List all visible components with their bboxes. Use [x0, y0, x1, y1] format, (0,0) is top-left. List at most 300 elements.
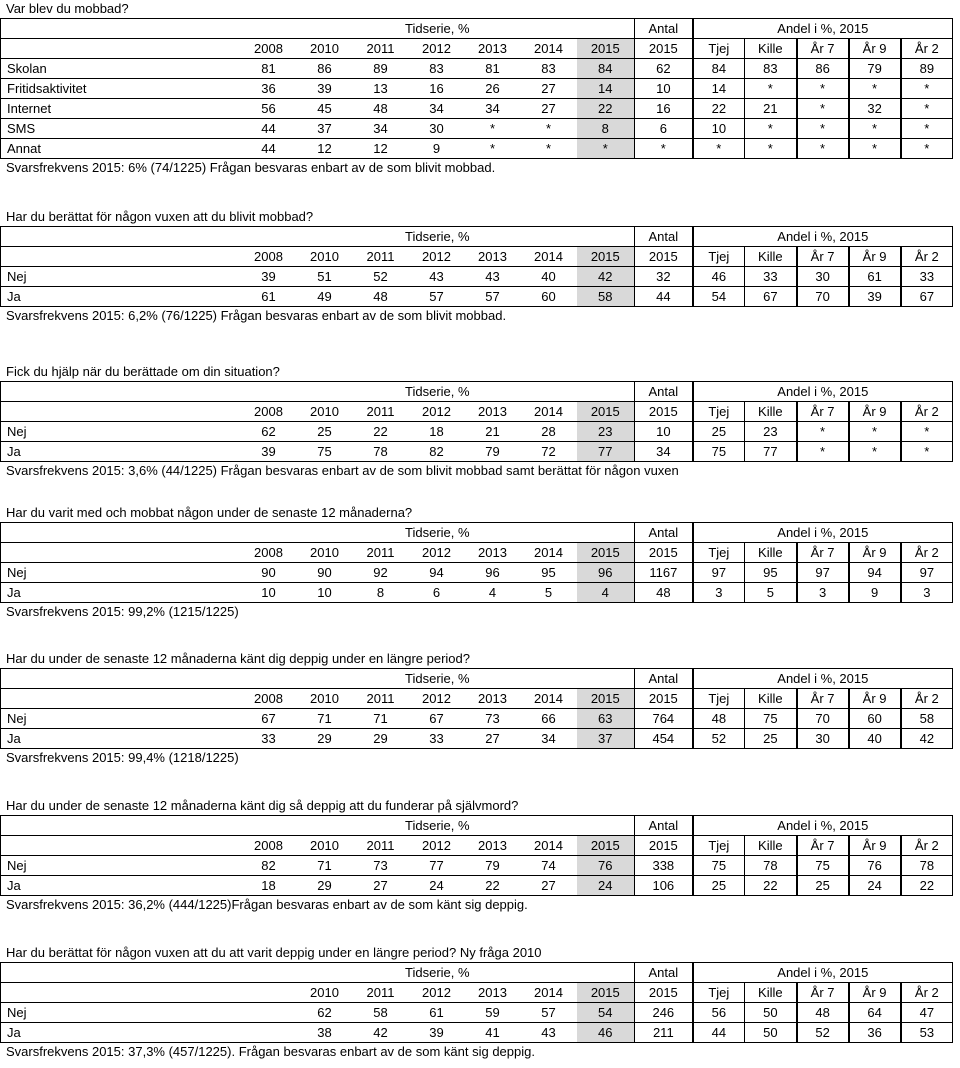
table-cell: 76 — [577, 856, 635, 876]
data-table — [0, 18, 953, 159]
table-cell: 23 — [577, 422, 635, 442]
sub-header: Kille — [745, 836, 797, 856]
table-cell: 23 — [745, 422, 797, 442]
year-header: 2012 — [409, 402, 465, 422]
table-cell: * — [901, 422, 953, 442]
table-cell: 32 — [849, 99, 901, 119]
table-cell: 79 — [465, 442, 521, 462]
header-year-row — [1, 689, 953, 709]
table-row — [1, 563, 953, 583]
header-andel: Andel i %, 2015 — [693, 523, 953, 543]
year-header: 2010 — [297, 543, 353, 563]
table-cell: * — [521, 139, 577, 159]
table-cell: 27 — [353, 876, 409, 896]
table-cell: 32 — [635, 267, 693, 287]
table-cell: * — [797, 79, 849, 99]
row-label: Ja — [1, 1023, 241, 1043]
table-cell: 48 — [353, 287, 409, 307]
sub-header: År 2 — [901, 543, 953, 563]
table-cell: 78 — [745, 856, 797, 876]
header-group-row — [1, 816, 953, 836]
header-andel: Andel i %, 2015 — [693, 382, 953, 402]
table-cell: 10 — [241, 583, 297, 603]
sub-header: Tjej — [693, 39, 745, 59]
table-cell: 56 — [241, 99, 297, 119]
table-cell: * — [901, 442, 953, 462]
table-cell: 52 — [693, 729, 745, 749]
sub-header: År 2 — [901, 689, 953, 709]
table-cell: 82 — [241, 856, 297, 876]
sub-header: År 7 — [797, 543, 849, 563]
table-cell: 44 — [693, 1023, 745, 1043]
table-cell: 22 — [465, 876, 521, 896]
table-cell: 39 — [241, 267, 297, 287]
table-cell: 25 — [797, 876, 849, 896]
table-cell: 33 — [409, 729, 465, 749]
header-antal: Antal — [635, 19, 693, 39]
year-header: 2014 — [521, 39, 577, 59]
sub-header: Tjej — [693, 983, 745, 1003]
table-cell: 9 — [849, 583, 901, 603]
sub-header: Kille — [745, 689, 797, 709]
table-cell: 24 — [409, 876, 465, 896]
header-group-row — [1, 227, 953, 247]
table-cell: 14 — [693, 79, 745, 99]
table-row — [1, 59, 953, 79]
table-cell: * — [693, 139, 745, 159]
header-tidserie: Tidserie, % — [241, 669, 635, 689]
year-header: 2012 — [409, 39, 465, 59]
table-cell: * — [577, 139, 635, 159]
sub-header: År 2 — [901, 247, 953, 267]
table-row — [1, 1003, 953, 1023]
table-cell: 62 — [635, 59, 693, 79]
table-cell: 34 — [521, 729, 577, 749]
table-cell: 94 — [849, 563, 901, 583]
year-header: 2014 — [521, 983, 577, 1003]
table-cell: * — [901, 79, 953, 99]
table-cell: 84 — [693, 59, 745, 79]
header-group-row — [1, 523, 953, 543]
table-section — [0, 944, 960, 1061]
table-cell: 16 — [409, 79, 465, 99]
row-label: Skolan — [1, 59, 241, 79]
table-cell: 89 — [353, 59, 409, 79]
table-cell: 3 — [797, 583, 849, 603]
year-header: 2015 — [577, 983, 635, 1003]
header-antal: Antal — [635, 227, 693, 247]
table-cell: 26 — [465, 79, 521, 99]
table-cell: 59 — [465, 1003, 521, 1023]
table-cell: 48 — [353, 99, 409, 119]
table-cell: 5 — [521, 583, 577, 603]
table-cell: 43 — [521, 1023, 577, 1043]
header-antal: Antal — [635, 382, 693, 402]
table-cell: 22 — [577, 99, 635, 119]
table-row — [1, 422, 953, 442]
table-cell: 70 — [797, 287, 849, 307]
response-rate-note: Svarsfrekvens 2015: 6,2% (76/1225) Frågan besvaras enbart av de som blivit mobbad. — [6, 308, 507, 323]
table-cell: 33 — [901, 267, 953, 287]
year-header: 2014 — [521, 402, 577, 422]
response-rate-note: Svarsfrekvens 2015: 99,4% (1218/1225) — [6, 750, 239, 765]
table-cell: 81 — [465, 59, 521, 79]
header-andel: Andel i %, 2015 — [693, 669, 953, 689]
table-cell: 18 — [409, 422, 465, 442]
table-cell: 92 — [353, 563, 409, 583]
table-cell: 75 — [797, 856, 849, 876]
year-header: 2012 — [409, 689, 465, 709]
year-header: 2015 — [577, 402, 635, 422]
header-year-row — [1, 247, 953, 267]
table-cell: 43 — [465, 267, 521, 287]
sub-header: År 7 — [797, 836, 849, 856]
table-cell: 67 — [901, 287, 953, 307]
table-cell: 42 — [353, 1023, 409, 1043]
table-cell: 75 — [745, 709, 797, 729]
table-cell: 13 — [353, 79, 409, 99]
table-cell: 30 — [797, 729, 849, 749]
table-cell: 764 — [635, 709, 693, 729]
table-cell: 28 — [521, 422, 577, 442]
table-cell: 39 — [297, 79, 353, 99]
header-antal: Antal — [635, 669, 693, 689]
table-cell: 58 — [353, 1003, 409, 1023]
header-year-row — [1, 39, 953, 59]
sub-header: 2015 — [635, 983, 693, 1003]
table-cell: 12 — [353, 139, 409, 159]
table-cell: 38 — [297, 1023, 353, 1043]
year-header: 2011 — [353, 402, 409, 422]
table-cell: 10 — [635, 422, 693, 442]
sub-header: År 2 — [901, 836, 953, 856]
table-cell: 24 — [577, 876, 635, 896]
table-cell: 44 — [241, 139, 297, 159]
table-cell: 6 — [635, 119, 693, 139]
year-header: 2010 — [297, 402, 353, 422]
header-year-row — [1, 983, 953, 1003]
table-cell: 48 — [693, 709, 745, 729]
table-row — [1, 99, 953, 119]
table-cell: 21 — [745, 99, 797, 119]
table-cell: 9 — [409, 139, 465, 159]
sub-header: 2015 — [635, 543, 693, 563]
table-cell: 52 — [353, 267, 409, 287]
year-header: 2013 — [465, 983, 521, 1003]
row-label: Ja — [1, 583, 241, 603]
table-section — [0, 208, 960, 325]
year-header: 2014 — [521, 543, 577, 563]
table-cell: 86 — [797, 59, 849, 79]
table-cell: 34 — [409, 99, 465, 119]
response-rate-note: Svarsfrekvens 2015: 6% (74/1225) Frågan besvaras enbart av de som blivit mobbad. — [6, 160, 496, 175]
table-cell: 90 — [241, 563, 297, 583]
table-cell: 25 — [693, 422, 745, 442]
header-andel: Andel i %, 2015 — [693, 816, 953, 836]
table-cell: * — [849, 442, 901, 462]
table-cell: 10 — [635, 79, 693, 99]
header-andel: Andel i %, 2015 — [693, 963, 953, 983]
table-cell: 18 — [241, 876, 297, 896]
table-cell: * — [521, 119, 577, 139]
row-label: Nej — [1, 422, 241, 442]
table-cell: 75 — [693, 442, 745, 462]
response-rate-note: Svarsfrekvens 2015: 99,2% (1215/1225) — [6, 604, 239, 619]
row-label: Ja — [1, 876, 241, 896]
table-cell: 77 — [409, 856, 465, 876]
table-cell: 58 — [577, 287, 635, 307]
table-cell: 4 — [577, 583, 635, 603]
table-cell: 83 — [521, 59, 577, 79]
row-label: Nej — [1, 709, 241, 729]
table-cell: 46 — [693, 267, 745, 287]
year-header: 2015 — [577, 247, 635, 267]
table-cell: 36 — [241, 79, 297, 99]
table-cell: 52 — [797, 1023, 849, 1043]
response-rate-note: Svarsfrekvens 2015: 37,3% (457/1225). Frågan besvaras enbart av de som känt sig deppig. — [6, 1044, 535, 1059]
table-cell: 29 — [297, 876, 353, 896]
header-year-row — [1, 836, 953, 856]
data-table — [0, 226, 953, 307]
table-cell: 25 — [745, 729, 797, 749]
year-header: 2015 — [577, 543, 635, 563]
table-cell: 44 — [241, 119, 297, 139]
table-section — [0, 797, 960, 914]
year-header: 2013 — [465, 836, 521, 856]
table-cell: 21 — [465, 422, 521, 442]
table-cell: 64 — [849, 1003, 901, 1023]
table-cell: 22 — [901, 876, 953, 896]
row-label: Nej — [1, 563, 241, 583]
sub-header: År 7 — [797, 247, 849, 267]
table-cell: 96 — [465, 563, 521, 583]
header-tidserie: Tidserie, % — [241, 382, 635, 402]
table-cell: 60 — [521, 287, 577, 307]
row-label: Fritidsaktivitet — [1, 79, 241, 99]
table-cell: 54 — [577, 1003, 635, 1023]
year-header: 2011 — [353, 247, 409, 267]
table-cell — [241, 1023, 297, 1043]
year-header: 2015 — [577, 689, 635, 709]
header-group-row — [1, 963, 953, 983]
sub-header: År 9 — [849, 836, 901, 856]
table-cell: 27 — [521, 99, 577, 119]
year-header: 2008 — [241, 543, 297, 563]
table-cell: 14 — [577, 79, 635, 99]
table-cell: 39 — [849, 287, 901, 307]
table-cell: 8 — [577, 119, 635, 139]
year-header: 2012 — [409, 983, 465, 1003]
table-cell: 61 — [241, 287, 297, 307]
table-cell: 90 — [297, 563, 353, 583]
table-cell: 72 — [521, 442, 577, 462]
table-cell: 76 — [849, 856, 901, 876]
table-cell: 37 — [297, 119, 353, 139]
table-cell: * — [797, 422, 849, 442]
row-label: Ja — [1, 442, 241, 462]
table-cell: 97 — [797, 563, 849, 583]
table-cell: 71 — [297, 856, 353, 876]
table-cell: 29 — [297, 729, 353, 749]
header-tidserie: Tidserie, % — [241, 963, 635, 983]
table-cell: 4 — [465, 583, 521, 603]
sub-header: År 2 — [901, 39, 953, 59]
table-row — [1, 729, 953, 749]
question-title: Har du under de senaste 12 månaderna känt dig så deppig att du funderar på självmord? — [6, 798, 519, 813]
table-cell: 62 — [241, 422, 297, 442]
table-cell: 3 — [901, 583, 953, 603]
year-header: 2011 — [353, 983, 409, 1003]
table-row — [1, 267, 953, 287]
year-header: 2015 — [577, 836, 635, 856]
table-cell: 33 — [241, 729, 297, 749]
table-cell: 84 — [577, 59, 635, 79]
table-cell: 74 — [521, 856, 577, 876]
table-cell: 82 — [409, 442, 465, 462]
row-label: Nej — [1, 267, 241, 287]
year-header: 2011 — [353, 39, 409, 59]
table-cell: 75 — [297, 442, 353, 462]
table-cell: 12 — [297, 139, 353, 159]
sub-header: 2015 — [635, 39, 693, 59]
year-header: 2013 — [465, 39, 521, 59]
table-cell: 71 — [353, 709, 409, 729]
table-cell: * — [465, 139, 521, 159]
table-cell: 43 — [409, 267, 465, 287]
table-cell: 77 — [577, 442, 635, 462]
question-title: Var blev du mobbad? — [6, 1, 129, 16]
row-label: Internet — [1, 99, 241, 119]
year-header: 2008 — [241, 402, 297, 422]
header-tidserie: Tidserie, % — [241, 523, 635, 543]
year-header: 2015 — [577, 39, 635, 59]
sub-header: År 9 — [849, 983, 901, 1003]
table-cell: * — [745, 119, 797, 139]
year-header: 2008 — [241, 39, 297, 59]
sub-header: Tjej — [693, 247, 745, 267]
table-cell: 70 — [797, 709, 849, 729]
table-section — [0, 0, 960, 177]
year-header: 2010 — [297, 689, 353, 709]
table-cell: 83 — [409, 59, 465, 79]
table-row — [1, 119, 953, 139]
year-header: 2010 — [297, 983, 353, 1003]
question-title: Har du under de senaste 12 månaderna känt dig deppig under en längre period? — [6, 651, 471, 666]
sub-header: År 7 — [797, 39, 849, 59]
sub-header: 2015 — [635, 247, 693, 267]
table-cell: 71 — [297, 709, 353, 729]
table-cell: 30 — [409, 119, 465, 139]
year-header: 2013 — [465, 689, 521, 709]
table-cell: 83 — [745, 59, 797, 79]
table-cell: 95 — [521, 563, 577, 583]
table-cell: 48 — [635, 583, 693, 603]
header-antal: Antal — [635, 816, 693, 836]
header-andel: Andel i %, 2015 — [693, 19, 953, 39]
sub-header: Kille — [745, 543, 797, 563]
table-cell: 46 — [577, 1023, 635, 1043]
table-cell: 81 — [241, 59, 297, 79]
response-rate-note: Svarsfrekvens 2015: 3,6% (44/1225) Frågan besvaras enbart av de som blivit mobbad samt berättat för någon vuxen — [6, 463, 679, 478]
table-cell: 50 — [745, 1023, 797, 1043]
question-title: Har du varit med och mobbat någon under de senaste 12 månaderna? — [6, 505, 413, 520]
table-cell: 37 — [577, 729, 635, 749]
table-cell: 24 — [849, 876, 901, 896]
table-cell: 67 — [745, 287, 797, 307]
table-cell: 57 — [409, 287, 465, 307]
sub-header: 2015 — [635, 836, 693, 856]
sub-header: Kille — [745, 402, 797, 422]
year-header: 2011 — [353, 836, 409, 856]
table-cell: 41 — [465, 1023, 521, 1043]
table-row — [1, 442, 953, 462]
table-row — [1, 79, 953, 99]
table-cell: 8 — [353, 583, 409, 603]
table-cell: 42 — [577, 267, 635, 287]
table-row — [1, 1023, 953, 1043]
table-cell: 10 — [297, 583, 353, 603]
year-header: 2013 — [465, 543, 521, 563]
table-cell: 89 — [901, 59, 953, 79]
table-cell: 49 — [297, 287, 353, 307]
row-label: Ja — [1, 287, 241, 307]
table-cell: 75 — [693, 856, 745, 876]
year-header: 2010 — [297, 39, 353, 59]
year-header: 2013 — [465, 247, 521, 267]
table-cell: 34 — [353, 119, 409, 139]
year-header: 2014 — [521, 247, 577, 267]
year-header: 2010 — [297, 247, 353, 267]
table-cell: 50 — [745, 1003, 797, 1023]
sub-header: 2015 — [635, 689, 693, 709]
year-header: 2008 — [241, 836, 297, 856]
sub-header: 2015 — [635, 402, 693, 422]
table-cell: * — [849, 79, 901, 99]
table-cell: 246 — [635, 1003, 693, 1023]
table-cell: 53 — [901, 1023, 953, 1043]
sub-header: År 9 — [849, 247, 901, 267]
table-cell: 36 — [849, 1023, 901, 1043]
table-cell: 48 — [797, 1003, 849, 1023]
table-section — [0, 363, 960, 480]
table-cell: 16 — [635, 99, 693, 119]
header-year-row — [1, 543, 953, 563]
table-cell: 61 — [409, 1003, 465, 1023]
table-cell: 73 — [465, 709, 521, 729]
table-cell: 106 — [635, 876, 693, 896]
row-label: Ja — [1, 729, 241, 749]
data-table — [0, 962, 953, 1043]
table-cell: * — [849, 422, 901, 442]
table-row — [1, 876, 953, 896]
table-cell: 40 — [521, 267, 577, 287]
table-cell: 34 — [635, 442, 693, 462]
table-cell: 67 — [409, 709, 465, 729]
table-cell: 25 — [297, 422, 353, 442]
table-row — [1, 287, 953, 307]
data-table — [0, 668, 953, 749]
table-cell: 27 — [465, 729, 521, 749]
table-cell: * — [745, 79, 797, 99]
table-cell: 29 — [353, 729, 409, 749]
table-cell: 79 — [465, 856, 521, 876]
question-title: Fick du hjälp när du berättade om din situation? — [6, 364, 280, 379]
question-title: Har du berättat för någon vuxen att du att varit deppig under en längre period? Ny fråga 2010 — [6, 945, 542, 960]
table-cell: 94 — [409, 563, 465, 583]
table-cell: * — [849, 139, 901, 159]
table-cell: * — [901, 99, 953, 119]
table-cell: * — [797, 99, 849, 119]
